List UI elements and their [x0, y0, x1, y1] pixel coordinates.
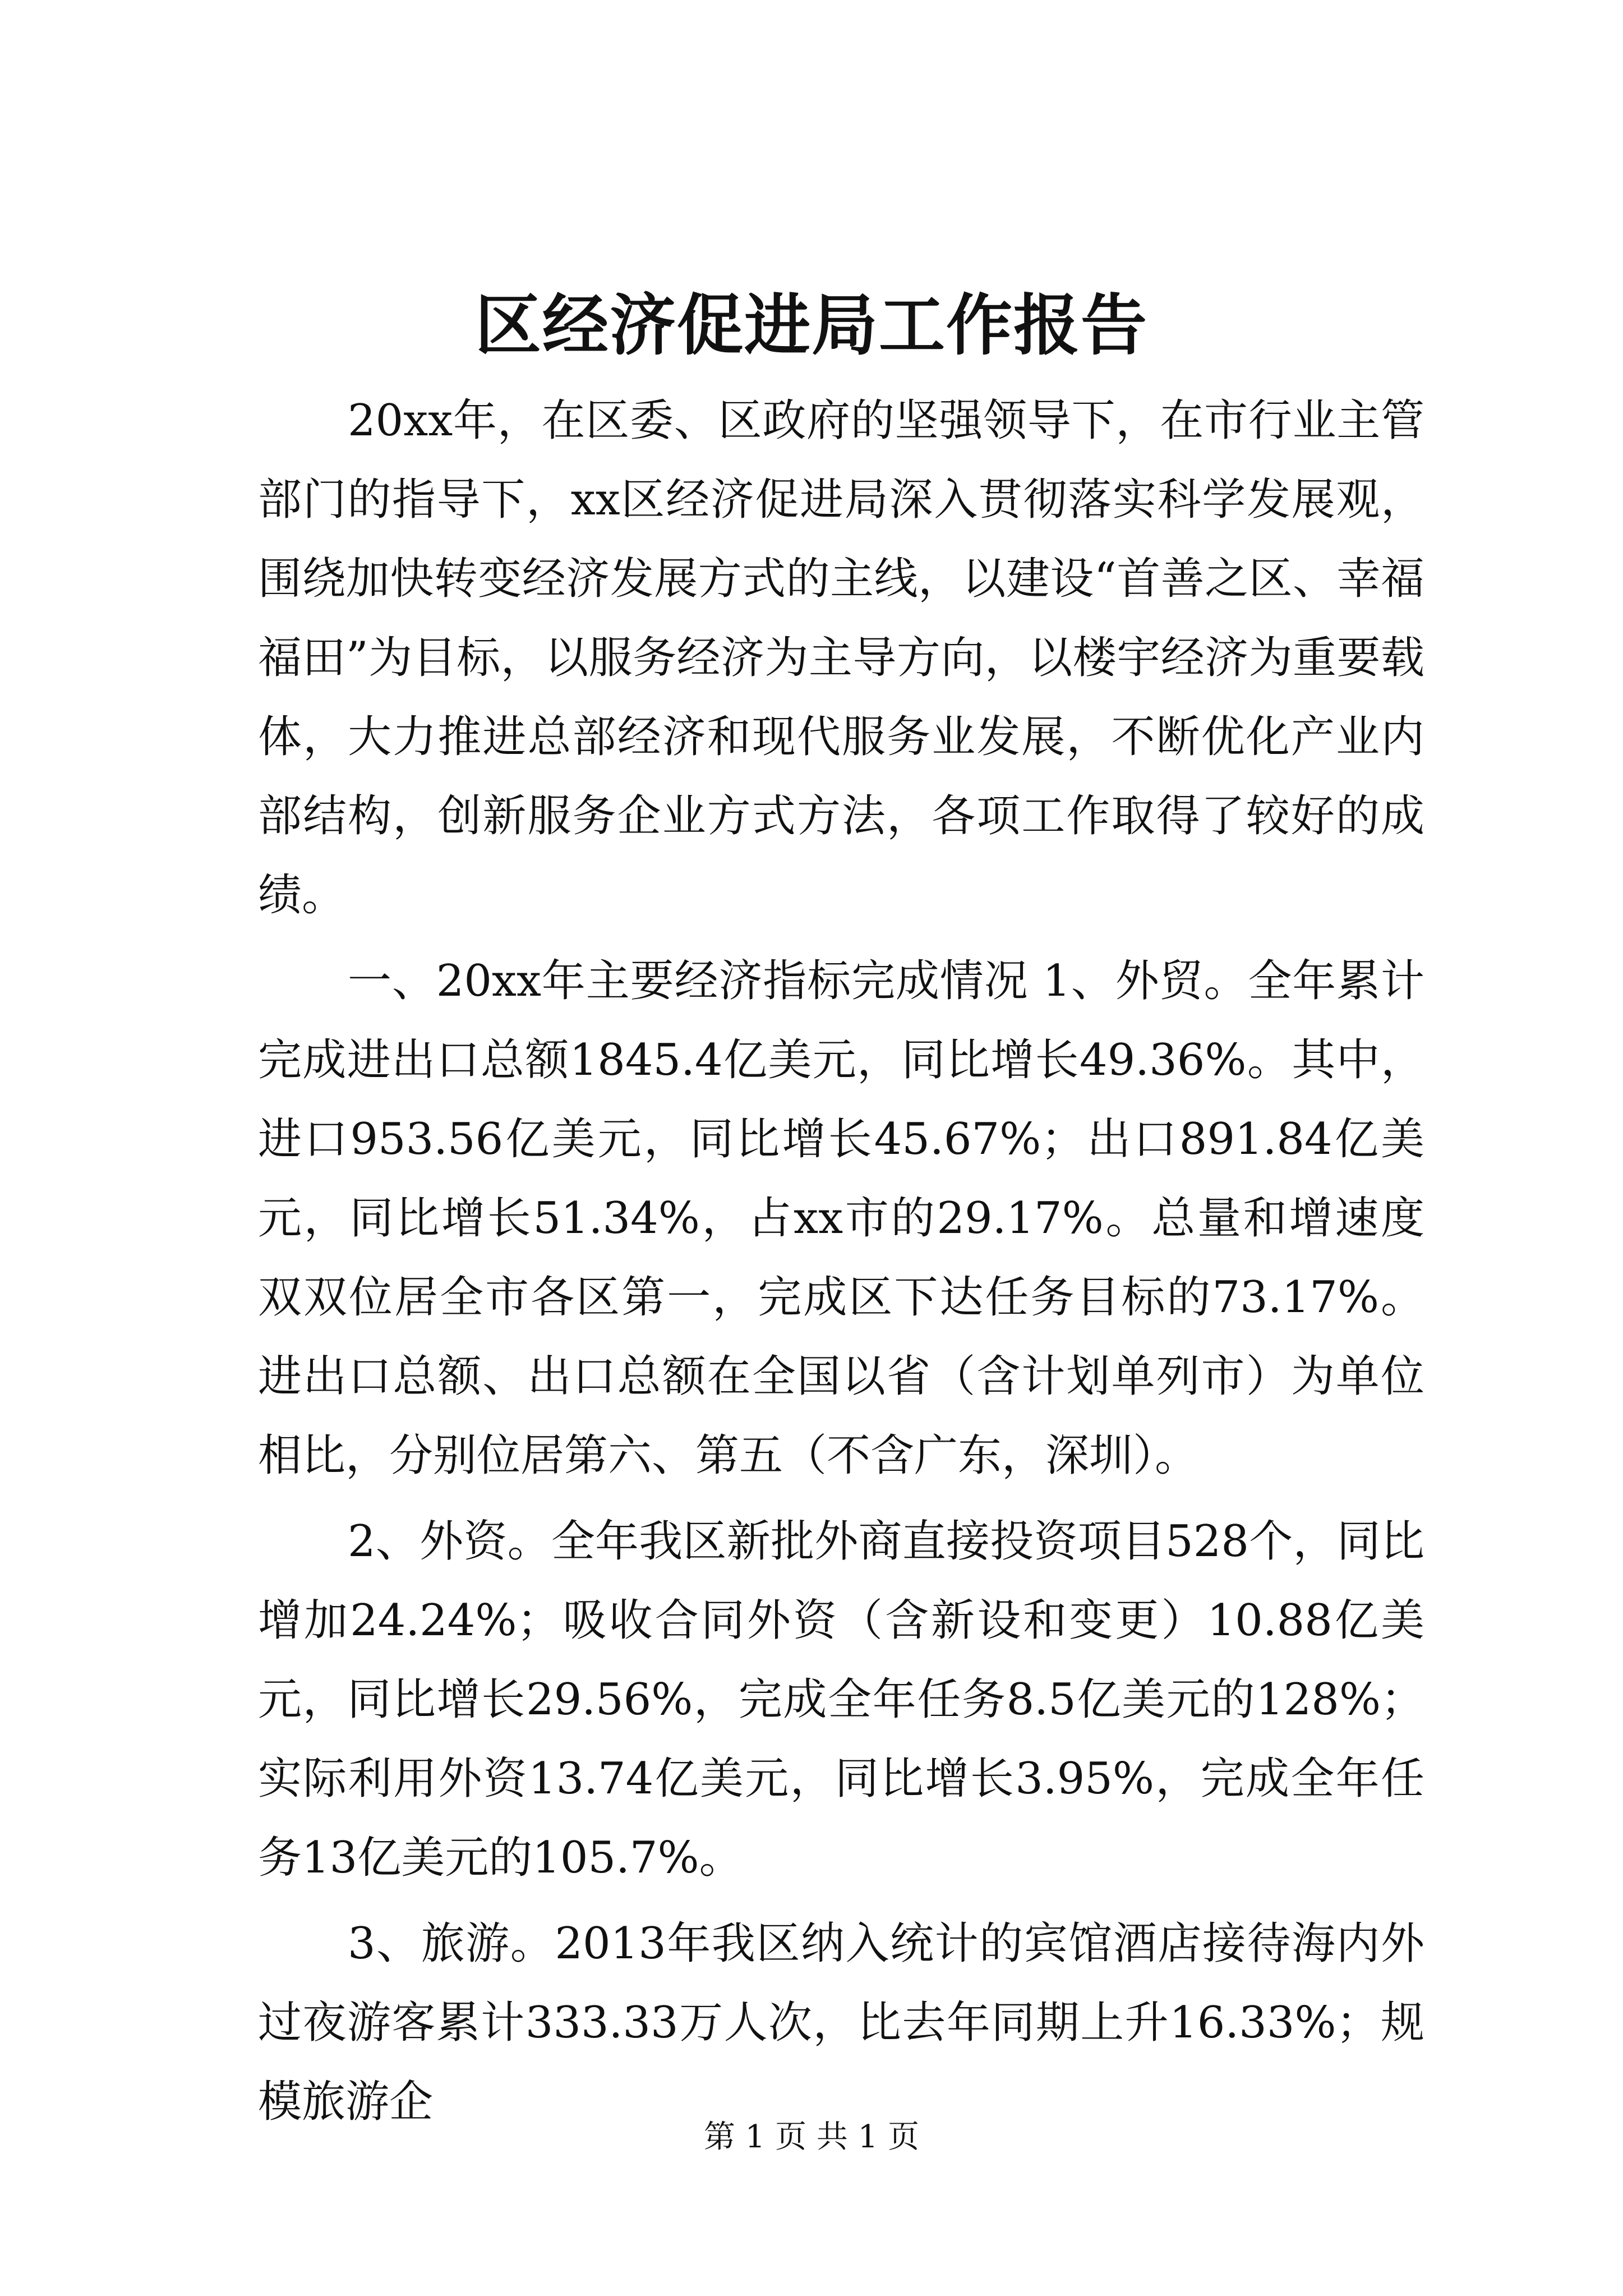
document-title: 区经济促进局工作报告 — [474, 286, 1148, 364]
paragraph-foreign-trade: 一、20xx年主要经济指标完成情况 1、外贸。全年累计完成进出口总额1845.4亿美元，同比增长49.36%。其中，进口953.56亿美元，同比增长45.67%；出口891.84亿美元，同比增长51.34%，占xx市的29.17%。总量和增速度双双位居全市各区第一，完成区下达任务目标的73.17%。进出口总额、出口总额在全国以省（含计划单列市）为单位相比，分别位居第六、第五（不含广东，深圳）。 — [258, 956, 1424, 1481]
paragraph-foreign-investment: 2、外资。全年我区新批外商直接投资项目528个，同比增加24.24%；吸收合同外资（含新设和变更）10.88亿美元，同比增长29.56%，完成全年任务8.5亿美元的128%；实际利用外资13.74亿美元，同比增长3.95%，完成全年任务13亿美元的105.7%。 — [258, 1516, 1424, 1883]
document-body — [258, 381, 1424, 2148]
paragraph-tourism: 3、旅游。2013年我区纳入统计的宾馆酒店接待海内外过夜游客累计333.33万人次，比去年同期上升16.33%；规模旅游企 — [258, 1918, 1424, 2127]
paragraph-intro: 20xx年，在区委、区政府的坚强领导下，在市行业主管部门的指导下，xx区经济促进局深入贯彻落实科学发展观，围绕加快转变经济发展方式的主线，以建设“首善之区、幸福福田”为目标，以服务经济为主导方向，以楼宇经济为重要载体，大力推进总部经济和现代服务业发展，不断优化产业内部结构，创新服务企业方式方法，各项工作取得了较好的成绩。 — [258, 395, 1424, 921]
page-footer: 第 1 页 共 1 页 — [703, 2119, 920, 2155]
